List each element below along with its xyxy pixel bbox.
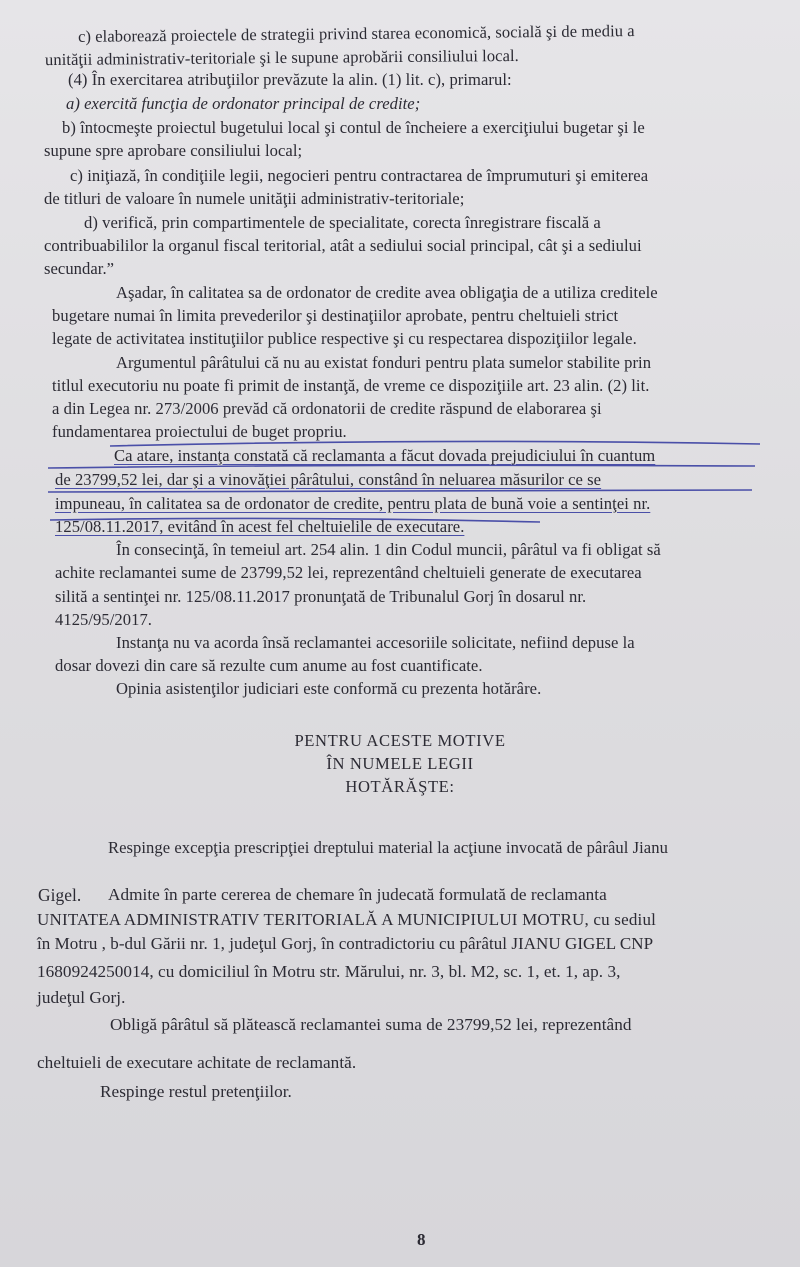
ruling-line: Gigel. [38, 885, 82, 905]
text-line: de titluri de valoare în numele unităţii administrativ-teritoriale; [44, 189, 465, 208]
text-line: dosar dovezi din care să rezulte cum anume au fost cuantificate. [55, 656, 483, 675]
ruling-line: Admite în parte cererea de chemare în judecată formulată de reclamanta [108, 885, 607, 904]
text-line: a din Legea nr. 273/2006 prevăd că ordonatorii de credite răspund de elaborarea şi [52, 399, 602, 418]
ruling-line: Obligă pârâtul să plătească reclamantei suma de 23799,52 lei, reprezentând [110, 1015, 632, 1034]
text-line: Argumentul pârâtului că nu au existat fonduri pentru plata sumelor stabilite prin [116, 353, 652, 372]
text-line: contribuabililor la organul fiscal teritorial, atât a sediului social principal, cât şi a sediului [44, 236, 642, 255]
section-heading-hotaraste: HOTĂRĂŞTE: [345, 777, 455, 796]
text-line: fundamentarea proiectului de buget propriu. [52, 422, 347, 441]
text-line: supune spre aprobare consiliului local; [44, 141, 303, 160]
ruling-line: UNITATEA ADMINISTRATIV TERITORIALĂ A MUNICIPIULUI MOTRU, cu sediul [37, 910, 657, 929]
ruling-line: judeţul Gorj. [37, 988, 126, 1007]
ruling-line: Respinge restul pretenţiilor. [100, 1082, 292, 1101]
text-line: titlul executoriu nu poate fi primit de instanţă, de vreme ce dispoziţiile art. 23 alin. (2) lit. [52, 376, 650, 395]
ruling-line: cheltuieli de executare achitate de reclamantă. [37, 1053, 357, 1072]
ruling-line: în Motru , b-dul Gării nr. 1, judeţul Gorj, în contradictoriu cu pârâtul JIANU GIGEL CNP [37, 934, 654, 953]
ruling-line: Respinge excepţia prescripţiei dreptului material la acţiune invocată de pârâul Jianu [108, 838, 668, 857]
text-line: 4125/95/2017. [55, 610, 152, 629]
underlined-line: 125/08.11.2017, evitând în acest fel cheltuielile de executare. [55, 517, 465, 536]
text-line: c) iniţiază, în condiţiile legii, negocieri pentru contractarea de împrumuturi şi emiterea [70, 166, 649, 185]
section-heading-lege: ÎN NUMELE LEGII [326, 754, 474, 773]
underlined-line: Ca atare, instanţa constată că reclamanta a făcut dovada prejudiciului în cuantum [114, 446, 656, 465]
text-line: Aşadar, în calitatea sa de ordonator de credite avea obligaţia de a utiliza creditele [116, 283, 658, 302]
text-line: (4) În exercitarea atribuţiilor prevăzute la alin. (1) lit. c), primarul: [68, 70, 512, 89]
text-line: a) exercită funcţia de ordonator principal de credite; [66, 94, 421, 113]
text-line: Instanţa nu va acorda însă reclamantei accesoriile solicitate, nefiind depuse la [116, 633, 635, 652]
underlined-line: impuneau, în calitatea sa de ordonator de credite, pentru plata de bună voie a sentinţei nr. [55, 494, 651, 513]
text-line: b) întocmeşte proiectul bugetului local şi contul de încheiere a exerciţiului bugetar şi le [62, 118, 645, 137]
ruling-line: 1680924250014, cu domiciliul în Motru str. Mărului, nr. 3, bl. M2, sc. 1, et. 1, ap. 3, [37, 962, 621, 981]
text-line: silită a sentinţei nr. 125/08.11.2017 pronunţată de Tribunalul Gorj în dosarul nr. [55, 587, 587, 606]
text-line: În consecinţă, în temeiul art. 254 alin. 1 din Codul muncii, pârâtul va fi obligat să [116, 540, 661, 559]
text-line: legate de activitatea instituţiilor publice respective şi cu respectarea dispoziţiilor legale. [52, 329, 637, 348]
page-number: 8 [417, 1230, 426, 1249]
text-line: secundar.” [44, 259, 115, 278]
text-line: unităţii administrativ-teritoriale şi le supune aprobării consiliului local. [44, 45, 519, 70]
text-line: Opinia asistenţilor judiciari este conformă cu prezenta hotărâre. [116, 679, 542, 698]
text-line: c) elaborează proiectele de strategii privind starea economică, socială şi de mediu a [77, 21, 635, 46]
pen-underline-marks [40, 440, 780, 540]
text-line: bugetare numai în limita prevederilor şi destinaţiilor aprobate, pentru cheltuieli strict [52, 306, 619, 325]
text-line: d) verifică, prin compartimentele de specialitate, corecta înregistrare fiscală a [84, 213, 601, 232]
section-heading-motive: PENTRU ACESTE MOTIVE [294, 731, 506, 750]
text-line: achite reclamantei sume de 23799,52 lei, reprezentând cheltuieli generate de executarea [55, 563, 642, 582]
underlined-line: de 23799,52 lei, dar şi a vinovăţiei pârâtului, constând în neluarea măsurilor ce se [55, 470, 602, 489]
